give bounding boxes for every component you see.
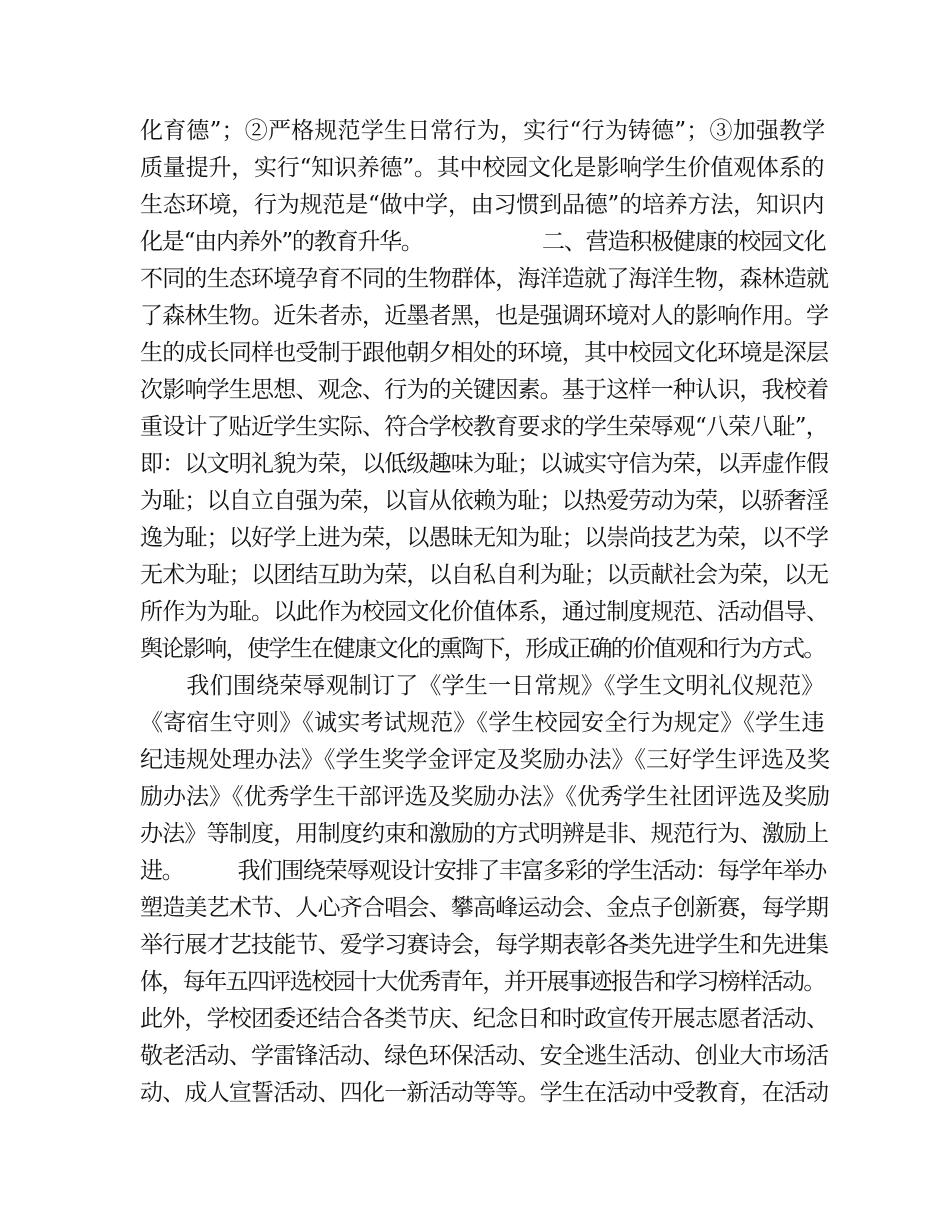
text-line: 不同的生态环境孕育不同的生物群体，海洋造就了海洋生物，森林造就 xyxy=(140,266,829,292)
text-line: 化育德”；②严格规范学生日常行为，实行“行为铸德”；③加强教学 xyxy=(140,118,826,144)
text-line: 生的成长同样也受制于跟他朝夕相处的环境，其中校园文化环境是深层 xyxy=(140,340,829,366)
text-line: 逸为耻；以好学上进为荣，以愚昧无知为耻；以崇尚技艺为荣，以不学 xyxy=(140,525,829,551)
text-line: 生态环境，行为规范是“做中学，由习惯到品德”的培养方法，知识内 xyxy=(140,192,825,218)
text-line: 所作为为耻。以此作为校园文化价值体系，通过制度规范、活动倡导、 xyxy=(140,599,829,625)
text-line: 为耻；以自立自强为荣，以盲从依赖为耻；以热爱劳动为荣，以骄奢淫 xyxy=(140,488,829,514)
text-line: 化是“由内养外”的教育升华。 二、营造积极健康的校园文化 xyxy=(140,229,826,255)
text-line: 了森林生物。近朱者赤，近墨者黑，也是强调环境对人的影响作用。学 xyxy=(140,303,829,329)
text-line: 舆论影响，使学生在健康文化的熏陶下，形成正确的价值观和行为方式。 xyxy=(140,636,825,662)
text-line: 举行展才艺技能节、爱学习赛诗会，每学期表彰各类先进学生和先进集 xyxy=(140,932,829,958)
text-line: 我们围绕荣辱观制订了《学生一日常规》《学生文明礼仪规范》 xyxy=(140,673,825,699)
text-line: 进。 我们围绕荣辱观设计安排了丰富多彩的学生活动：每学年举办 xyxy=(140,858,827,884)
text-line: 无术为耻；以团结互助为荣，以自私自利为耻；以贡献社会为荣，以无 xyxy=(140,562,829,588)
text-line: 塑造美艺术节、人心齐合唱会、攀高峰运动会、金点子创新赛，每学期 xyxy=(140,895,829,921)
text-line: 重设计了贴近学生实际、符合学校教育要求的学生荣辱观“八荣八耻”， xyxy=(140,414,828,440)
text-line: 体，每年五四评选校园十大优秀青年，并开展事迹报告和学习榜样活动。 xyxy=(140,969,825,995)
text-line: 纪违规处理办法》《学生奖学金评定及奖励办法》《三好学生评选及奖 xyxy=(140,747,830,773)
body-text xyxy=(140,113,830,1112)
text-line: 励办法》《优秀学生干部评选及奖励办法》《优秀学生社团评选及奖励 xyxy=(140,784,830,810)
text-line: 《寄宿生守则》《诚实考试规范》《学生校园安全行为规定》《学生违 xyxy=(140,710,825,736)
text-line: 质量提升，实行“知识养德”。其中校园文化是影响学生价值观体系的 xyxy=(140,155,825,181)
text-line: 即：以文明礼貌为荣，以低级趣味为耻；以诚实守信为荣，以弄虚作假 xyxy=(140,451,829,477)
text-line: 动、成人宣誓活动、四化一新活动等等。学生在活动中受教育，在活动 xyxy=(140,1080,829,1106)
text-line: 敬老活动、学雷锋活动、绿色环保活动、安全逃生活动、创业大市场活 xyxy=(140,1043,829,1069)
text-line: 办法》等制度，用制度约束和激励的方式明辨是非、规范行为、激励上 xyxy=(140,821,829,847)
text-line: 次影响学生思想、观念、行为的关键因素。基于这样一种认识，我校着 xyxy=(140,377,829,403)
text-line: 此外，学校团委还结合各类节庆、纪念日和时政宣传开展志愿者活动、 xyxy=(140,1006,829,1032)
